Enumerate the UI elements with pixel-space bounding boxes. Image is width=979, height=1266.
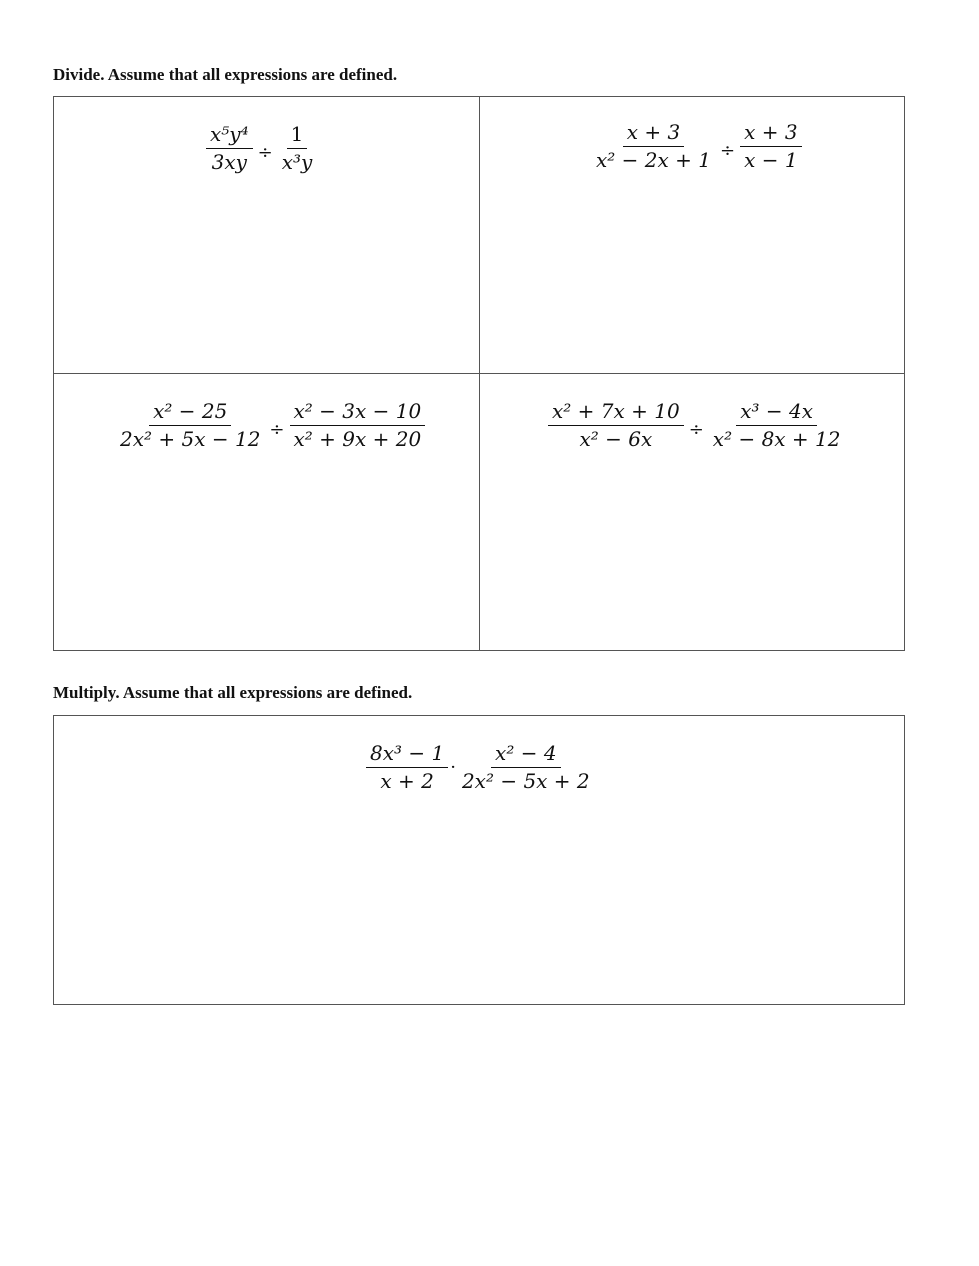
divide-problem-4 <box>548 398 845 453</box>
divide-problem-2 <box>592 119 802 174</box>
right-fraction <box>740 119 801 174</box>
multiply-problem <box>366 740 594 795</box>
numerator: x + 3 <box>623 119 684 147</box>
divide-problem-1 <box>206 121 316 176</box>
right-fraction <box>709 398 845 453</box>
right-fraction <box>278 121 317 176</box>
denominator: 3xy <box>211 150 247 174</box>
denominator: x − 1 <box>744 148 798 172</box>
numerator: x² − 4 <box>491 740 561 768</box>
numerator: x⁵y⁴ <box>206 121 253 149</box>
left-fraction <box>116 398 264 453</box>
divide-operator: ÷ <box>257 142 273 163</box>
numerator: x² − 25 <box>149 398 231 426</box>
numerator: x + 3 <box>740 119 801 147</box>
left-fraction <box>592 119 715 174</box>
numerator: x² + 7x + 10 <box>548 398 684 426</box>
numerator: x² − 3x − 10 <box>290 398 426 426</box>
left-fraction <box>206 121 253 176</box>
right-fraction <box>458 740 594 795</box>
right-fraction <box>290 398 426 453</box>
grid-divider-horizontal <box>54 373 904 374</box>
divide-operator: ÷ <box>719 140 736 161</box>
numerator: 1 <box>287 121 308 149</box>
denominator: x + 2 <box>380 769 434 793</box>
divide-operator: ÷ <box>688 419 704 440</box>
numerator: x³ − 4x <box>736 398 817 426</box>
denominator: x² + 9x + 20 <box>293 427 422 451</box>
denominator: x² − 6x <box>579 427 653 451</box>
denominator: x³y <box>281 150 313 174</box>
left-fraction <box>366 740 448 795</box>
left-fraction <box>548 398 684 453</box>
multiply-heading: Multiply. Assume that all expressions are defined. <box>53 683 413 702</box>
multiply-problem-box <box>53 715 905 1005</box>
denominator: x² − 2x + 1 <box>596 148 711 172</box>
denominator: x² − 8x + 12 <box>712 427 841 451</box>
denominator: 2x² − 5x + 2 <box>461 769 590 793</box>
divide-problem-3 <box>116 398 425 453</box>
divide-heading: Divide. Assume that all expressions are defined. <box>53 65 398 84</box>
divide-problems-grid <box>53 96 905 651</box>
divide-operator: ÷ <box>269 419 285 440</box>
multiply-operator: · <box>450 757 456 778</box>
numerator: 8x³ − 1 <box>366 740 448 768</box>
denominator: 2x² + 5x − 12 <box>120 427 261 451</box>
